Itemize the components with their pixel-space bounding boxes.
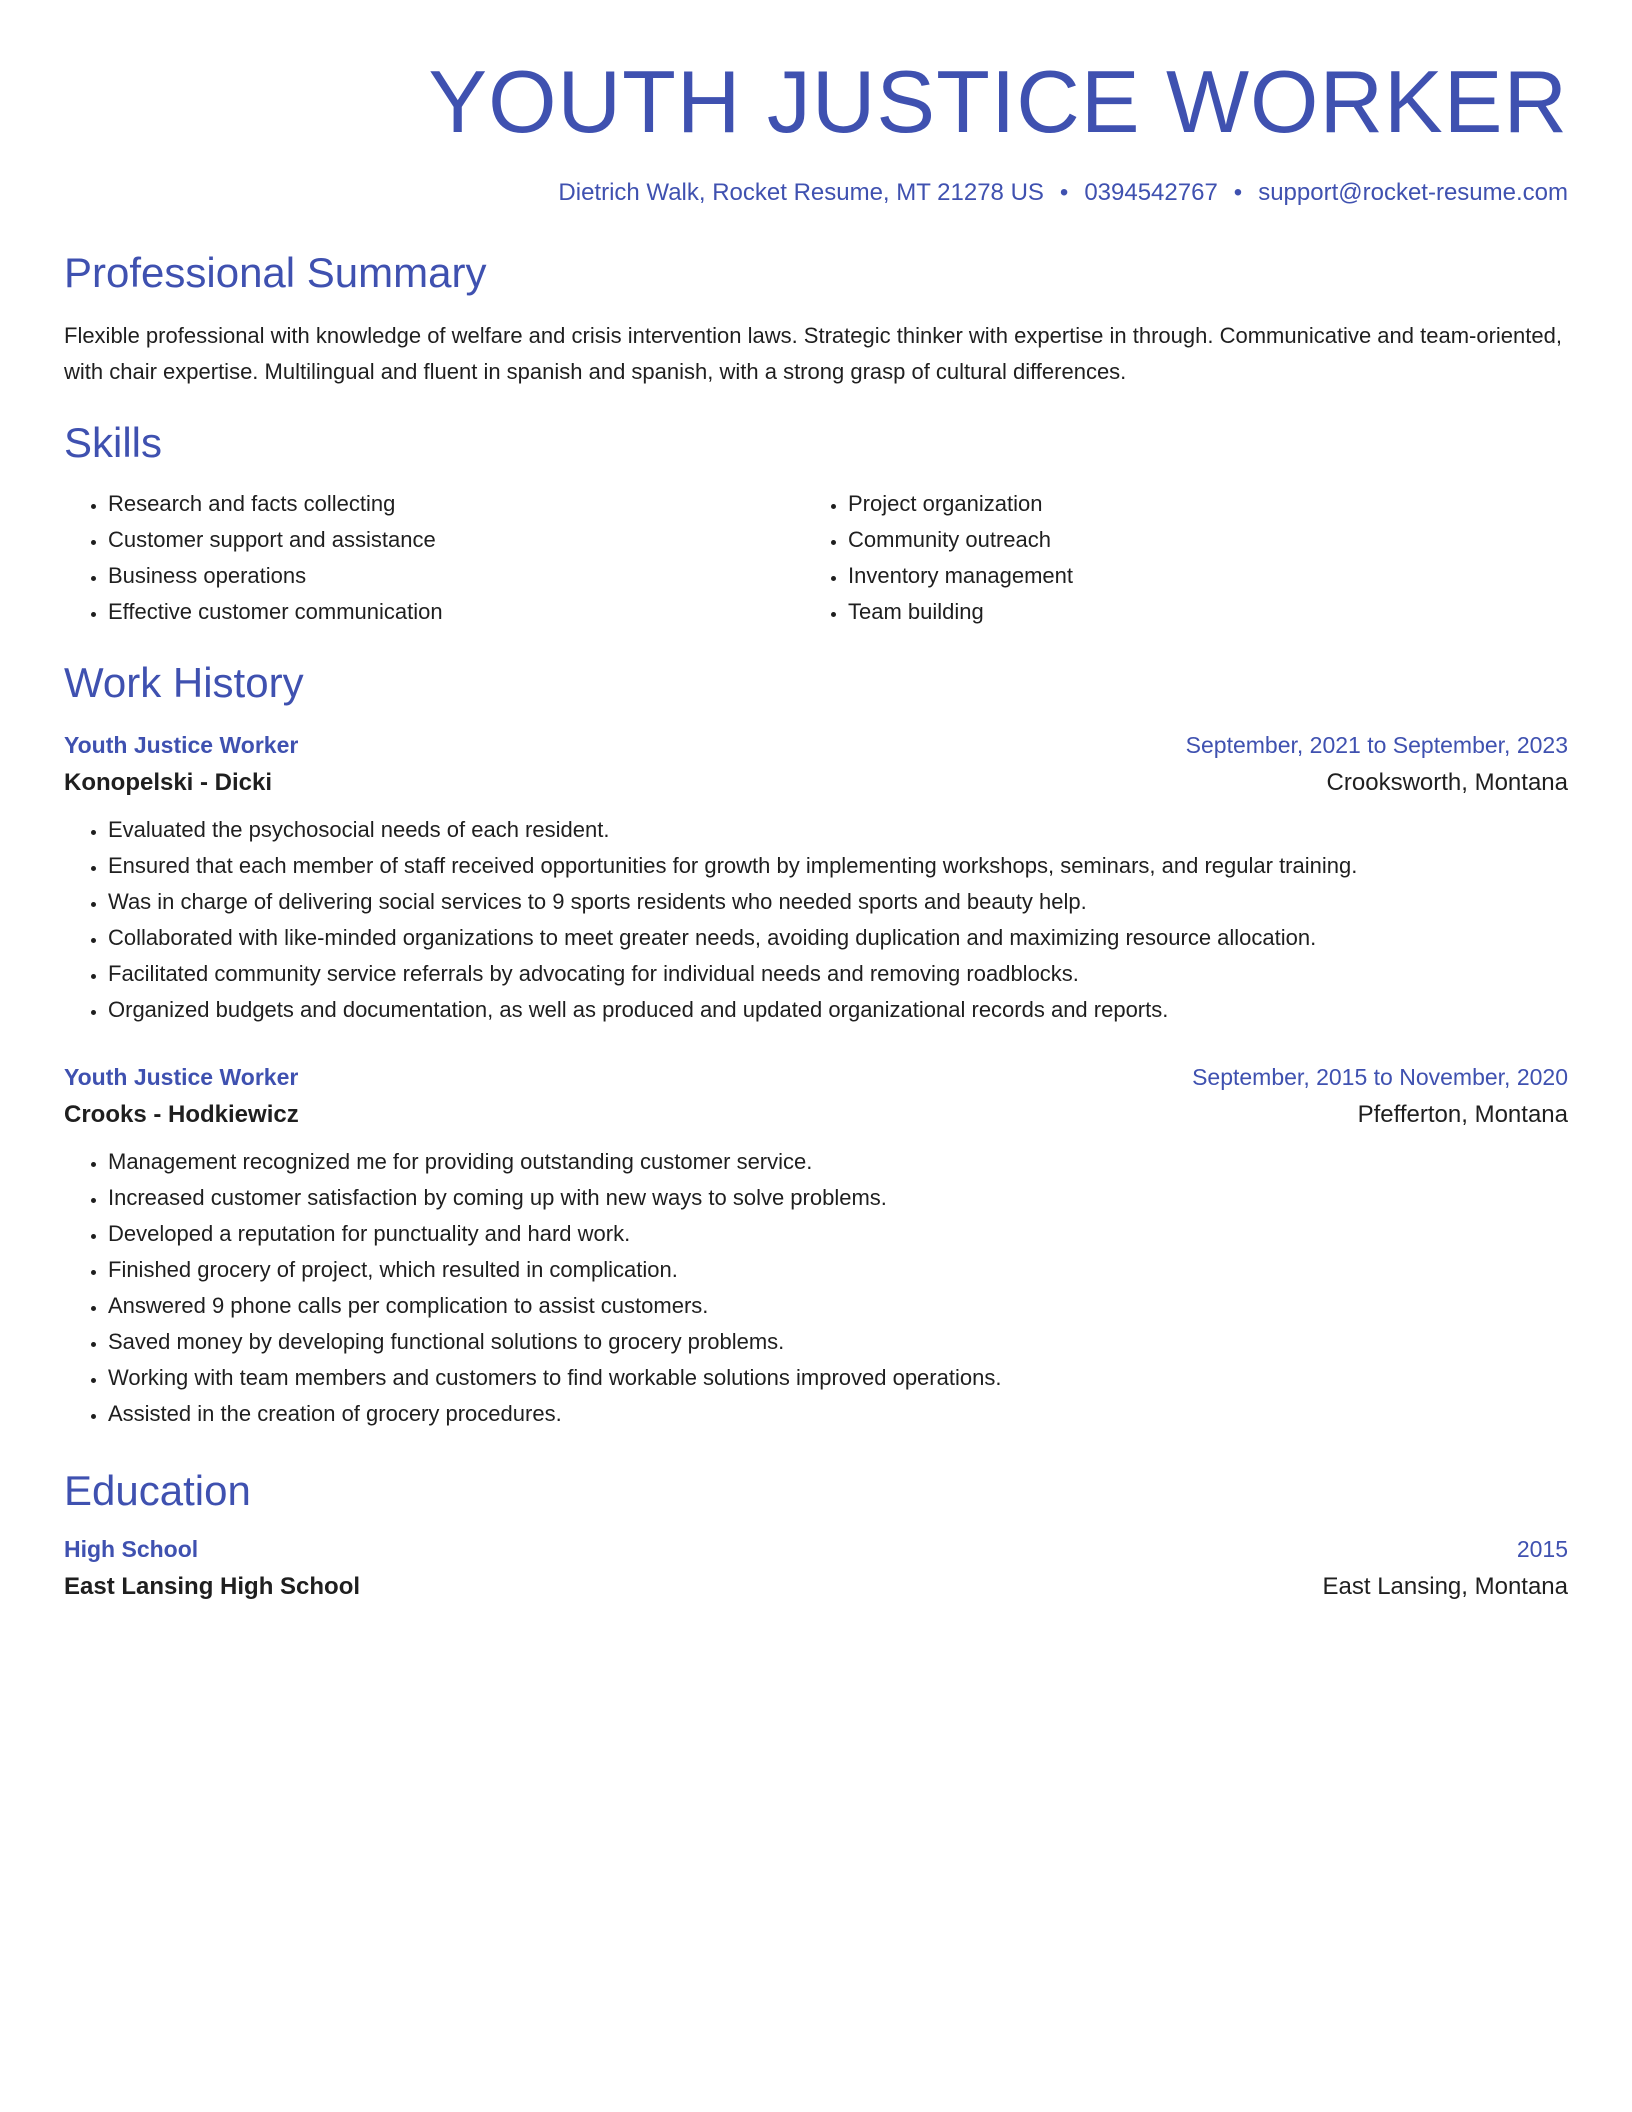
job-bullets (64, 1144, 1568, 1432)
job-bullet: • Management recognized me for providing outstanding customer service. (108, 1144, 1568, 1180)
job-header-row (64, 1058, 1568, 1096)
job-bullet: • Collaborated with like-minded organizations to meet greater needs, avoiding duplication and maximizing resource allocation. (108, 920, 1568, 956)
job-company-row (64, 764, 1568, 802)
summary-text: Flexible professional with knowledge of welfare and crisis intervention laws. Strategic thinker with expertise in through. Communicative and team-oriented, with chair expertise. Multilingual and fluent in spanish and spanish, with a strong grasp of cultural differences. (64, 323, 1562, 384)
job-bullet: • Ensured that each member of staff received opportunities for growth by implementing workshops, seminars, and regular training. (108, 848, 1568, 884)
contact-separator: • (1059, 179, 1069, 206)
job-location: Pfefferton, Montana (1357, 1101, 1568, 1128)
job-bullet: • Organized budgets and documentation, as well as produced and updated organizational records and reports. (108, 992, 1568, 1028)
contact-email: support@rocket-resume.com (1258, 179, 1568, 206)
job-bullet: • Was in charge of delivering social services to 9 sports residents who needed sports and beauty help. (108, 884, 1568, 920)
education-school-row (64, 1568, 1568, 1606)
skill-item: • Community outreach (848, 522, 1544, 558)
skill-item: • Business operations (108, 558, 804, 594)
contact-phone: 0394542767 (1084, 179, 1218, 206)
job-bullet: • Evaluated the psychosocial needs of each resident. (108, 812, 1568, 848)
skill-item: • Research and facts collecting (108, 486, 804, 522)
skills-list (64, 486, 1568, 630)
contact-separator: • (1233, 179, 1243, 206)
job-entry (64, 1058, 1568, 1432)
education-year: 2015 (1516, 1536, 1568, 1562)
job-bullet: • Answered 9 phone calls per complication to assist customers. (108, 1288, 1568, 1324)
job-bullet: • Assisted in the creation of grocery procedures. (108, 1396, 1568, 1432)
education-heading: Education (64, 1467, 251, 1514)
skills-column-right (804, 486, 1544, 630)
skill-item: • Effective customer communication (108, 594, 804, 630)
job-bullet: • Developed a reputation for punctuality and hard work. (108, 1216, 1568, 1252)
summary-heading: Professional Summary (64, 249, 487, 296)
education-degree: High School (64, 1536, 199, 1562)
education-entry (64, 1530, 1568, 1606)
job-company: Crooks - Hodkiewicz (64, 1101, 299, 1128)
contact-line (64, 178, 1568, 208)
job-dates: September, 2021 to September, 2023 (1185, 732, 1568, 758)
education-header-row (64, 1530, 1568, 1568)
skill-item: • Team building (848, 594, 1544, 630)
job-role: Youth Justice Worker (64, 1064, 299, 1090)
job-entry (64, 726, 1568, 1028)
education-location: East Lansing, Montana (1322, 1573, 1568, 1600)
skill-item: • Inventory management (848, 558, 1544, 594)
job-dates: September, 2015 to November, 2020 (1192, 1064, 1568, 1090)
job-role: Youth Justice Worker (64, 732, 299, 758)
resume-header (64, 52, 1568, 208)
job-bullet: • Saved money by developing functional solutions to grocery problems. (108, 1324, 1568, 1360)
job-company-row (64, 1096, 1568, 1134)
skills-column-left (64, 486, 804, 630)
job-company: Konopelski - Dicki (64, 769, 273, 796)
skill-item: • Project organization (848, 486, 1544, 522)
work-history-heading: Work History (64, 659, 304, 706)
job-bullets (64, 812, 1568, 1028)
education-school: East Lansing High School (64, 1573, 361, 1600)
contact-address: Dietrich Walk, Rocket Resume, MT 21278 US (558, 179, 1044, 206)
skill-item: • Customer support and assistance (108, 522, 804, 558)
job-bullet: • Increased customer satisfaction by coming up with new ways to solve problems. (108, 1180, 1568, 1216)
job-location: Crooksworth, Montana (1326, 769, 1568, 796)
resume-title: YOUTH JUSTICE WORKER (428, 52, 1568, 151)
job-header-row (64, 726, 1568, 764)
job-bullet: • Finished grocery of project, which resulted in complication. (108, 1252, 1568, 1288)
skills-heading: Skills (64, 419, 163, 466)
job-bullet: • Working with team members and customers to find workable solutions improved operations. (108, 1360, 1568, 1396)
job-bullet: • Facilitated community service referrals by advocating for individual needs and removing roadblocks. (108, 956, 1568, 992)
